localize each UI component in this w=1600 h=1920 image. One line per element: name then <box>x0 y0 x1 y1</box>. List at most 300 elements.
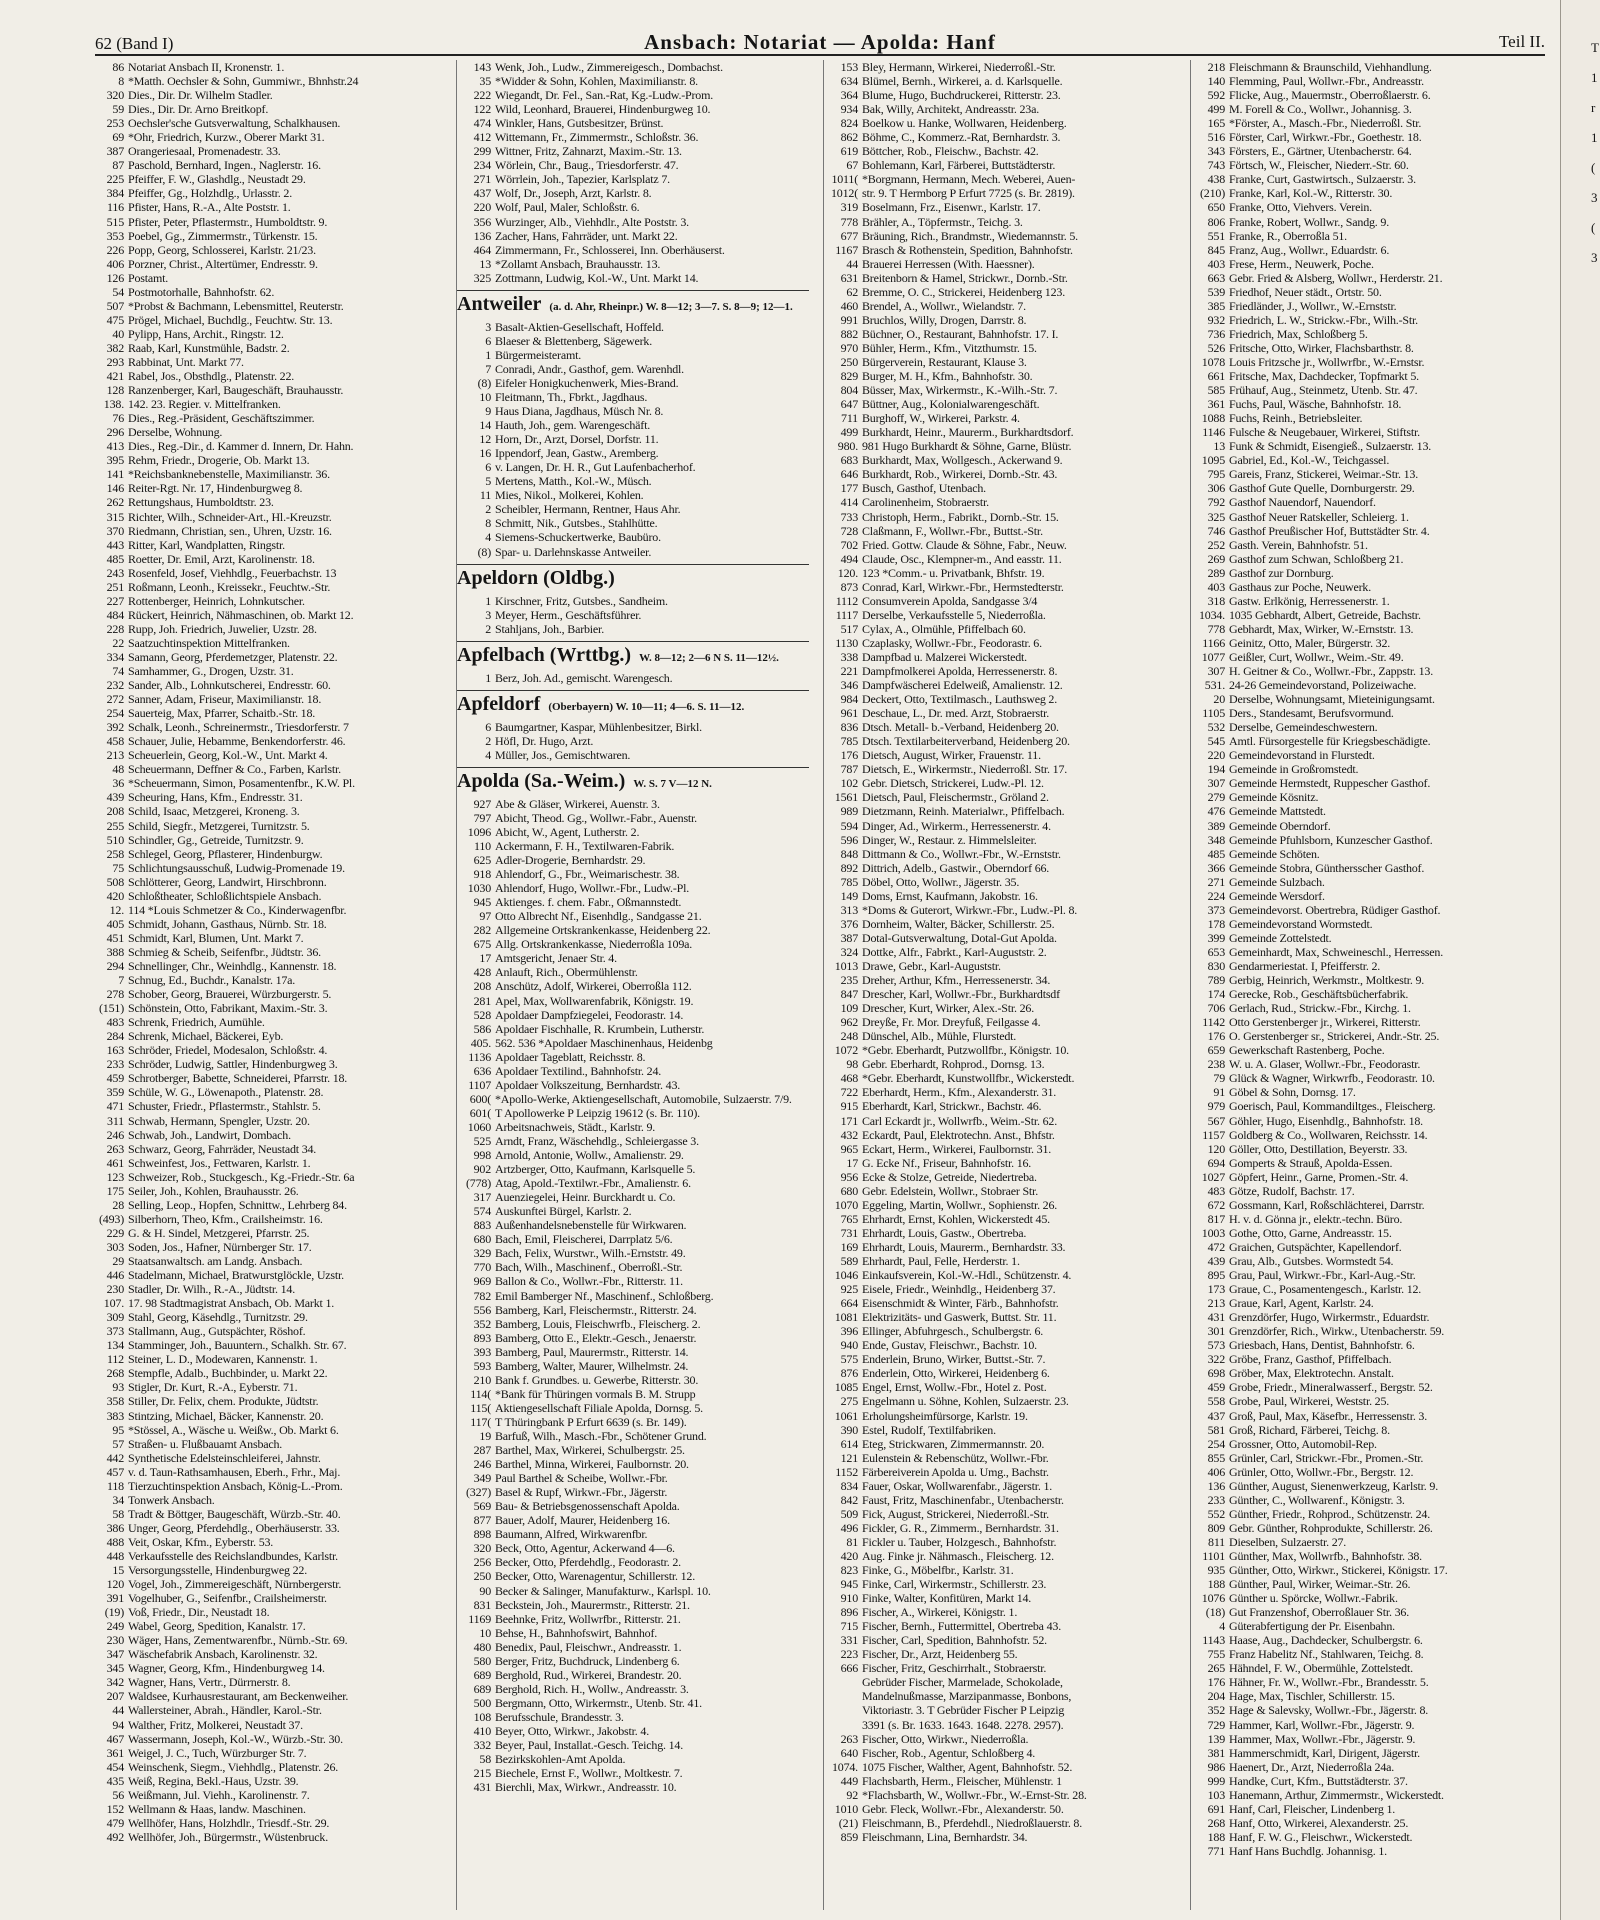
directory-entry <box>90 1605 442 1619</box>
entry-text: Geinitz, Otto, Maler, Bürgerstr. 32. <box>1229 635 1391 650</box>
directory-entry <box>824 678 1176 692</box>
phone-number: 307 <box>1207 664 1225 679</box>
phone-number: 7 <box>485 361 491 376</box>
phone-number: 220 <box>473 200 491 215</box>
entry-text: Schild, Isaac, Metzgerei, Kroneng. 3. <box>128 804 300 819</box>
phone-number: 213 <box>106 748 124 763</box>
entry-text: Baumgartner, Kaspar, Mühlenbesitzer, Birkl. <box>495 719 702 734</box>
directory-entry <box>457 1584 809 1598</box>
directory-entry <box>457 88 809 102</box>
entry-text: Schweinfest, Jos., Fettwaren, Karlstr. 1. <box>128 1155 311 1170</box>
entry-text: Dampfwäscherei Edelweiß, Amalienstr. 12. <box>862 678 1063 693</box>
entry-text: Gasthof zur Dornburg. <box>1229 565 1334 580</box>
phone-number: 329 <box>473 1246 491 1261</box>
entry-text: Götze, Rudolf, Bachstr. 17. <box>1229 1183 1355 1198</box>
directory-entry <box>824 1507 1176 1521</box>
entry-text: Boselmann, Frz., Eisenwr., Karlstr. 17. <box>862 200 1041 215</box>
directory-entry <box>90 1142 442 1156</box>
phone-number: 830 <box>1207 959 1225 973</box>
phone-number: 1085 <box>834 1380 858 1395</box>
entry-text: Rehm, Friedr., Drogerie, Ob. Markt 13. <box>128 453 310 468</box>
entry-text: Rückert, Heinrich, Nähmaschinen, ob. Markt 12. <box>128 607 354 622</box>
directory-entry <box>1191 1142 1543 1156</box>
entry-text: Rabel, Jos., Obsthdlg., Platenstr. 22. <box>128 369 295 384</box>
directory-entry <box>90 355 442 369</box>
directory-entry <box>90 622 442 636</box>
phone-number: 359 <box>106 1085 124 1100</box>
directory-entry <box>824 327 1176 341</box>
phone-number: 235 <box>840 973 858 988</box>
directory-entry <box>824 664 1176 678</box>
directory-entry <box>90 706 442 720</box>
directory-entry <box>90 692 442 706</box>
phone-number: 823 <box>840 1563 858 1578</box>
directory-entry <box>90 60 442 74</box>
entry-text: Wörlein, Chr., Baug., Triesdorferstr. 47. <box>495 158 679 173</box>
entry-text: Derselbe, Wohnung. <box>128 425 223 440</box>
entry-text: Günther, August, Sienenwerkzeug, Karlstr. 9. <box>1229 1478 1439 1493</box>
phone-number: 348 <box>1207 832 1225 847</box>
entry-text: Schwarz, Georg, Fahrräder, Neustadt 34. <box>128 1141 317 1156</box>
phone-number: 834 <box>840 1478 858 1493</box>
entry-text: Hanf, F. W. G., Fleischwr., Wickerstedt. <box>1229 1829 1413 1844</box>
phone-number: 256 <box>473 1555 491 1570</box>
directory-entry <box>1191 608 1543 622</box>
directory-entry <box>90 1535 442 1549</box>
directory-entry <box>457 1036 809 1050</box>
phone-number: 471 <box>106 1099 124 1114</box>
directory-entry <box>824 369 1176 383</box>
directory-entry <box>824 1099 1176 1113</box>
directory-entry <box>457 881 809 895</box>
phone-number: 44 <box>112 1703 124 1718</box>
phone-number: 1136 <box>468 1049 491 1064</box>
directory-entry <box>1191 285 1543 299</box>
entry-text: Bräuning, Rich., Brandmstr., Wiedemannstr. 5. <box>862 228 1078 243</box>
phone-number: 460 <box>840 298 858 313</box>
directory-entry <box>1191 1479 1543 1493</box>
phone-number: 392 <box>106 720 124 735</box>
phone-number: 146 <box>106 481 124 496</box>
phone-number: 243 <box>106 565 124 580</box>
phone-number: 499 <box>840 425 858 440</box>
phone-number: 945 <box>473 895 491 910</box>
phone-number: 666 <box>840 1661 858 1676</box>
entry-text: Fried. Gottw. Claude & Söhne, Fabr., Neuw. <box>862 537 1067 552</box>
phone-number: 689 <box>473 1681 491 1696</box>
phone-number: 956 <box>840 1169 858 1184</box>
directory-entry <box>1191 1057 1543 1071</box>
phone-number: 986 <box>1207 1759 1225 1774</box>
phone-number: 448 <box>106 1548 124 1563</box>
entry-text: Berz, Joh. Ad., gemischt. Warengesch. <box>495 670 673 685</box>
entry-text: Dinger, Ad., Wirkerm., Herressenerstr. 4. <box>862 818 1051 833</box>
directory-entry <box>90 1451 442 1465</box>
directory-entry <box>457 1555 809 1569</box>
entry-text: Schlötterer, Georg, Landwirt, Hirschbronn. <box>128 874 327 889</box>
entry-text: Goldberg & Co., Wollwaren, Reichsstr. 14. <box>1229 1127 1428 1142</box>
phone-number: 97 <box>479 909 491 924</box>
entry-text: Einkaufsverein, Kol.-W.-Hdl., Schützenstr. 4. <box>862 1268 1072 1283</box>
entry-text: Gasthof Gute Quelle, Dornburgerstr. 29. <box>1229 481 1415 496</box>
directory-entry <box>1191 1226 1543 1240</box>
directory-entry <box>824 74 1176 88</box>
entry-text: Försters, E., Gärtner, Utenbacherstr. 64. <box>1229 144 1412 159</box>
next-page-edge <box>1560 0 1600 1920</box>
entry-text: Sanner, Adam, Friseur, Maximilianstr. 18. <box>128 692 322 707</box>
phone-number: 574 <box>473 1204 491 1219</box>
directory-entry <box>90 1226 442 1240</box>
phone-number: 220 <box>1207 748 1225 763</box>
entry-text: Porzner, Christ., Altertümer, Endresstr. 9. <box>128 256 318 271</box>
entry-text: Dreher, Arthur, Kfm., Herressenerstr. 34. <box>862 973 1051 988</box>
directory-entry <box>457 158 809 172</box>
town-name: Antweiler <box>457 292 542 315</box>
entry-text: Blume, Hugo, Buchdruckerei, Ritterstr. 23. <box>862 88 1061 103</box>
directory-entry <box>824 692 1176 706</box>
directory-entry <box>824 622 1176 636</box>
directory-entry <box>90 1394 442 1408</box>
entry-text: Scheuring, Hans, Kfm., Endresstr. 31. <box>128 790 303 805</box>
entry-text: Grobe, Friedr., Mineralwasserf., Bergstr. 52. <box>1229 1380 1433 1395</box>
directory-entry <box>90 566 442 580</box>
entry-text: Voß, Friedr., Dir., Neustadt 18. <box>128 1605 270 1620</box>
entry-text: Gemeinde in Großromstedt. <box>1229 762 1359 777</box>
phone-number: 1101 <box>1202 1548 1225 1563</box>
phone-number: 249 <box>106 1619 124 1634</box>
entry-text: Gasthaus zur Poche, Neuwerk. <box>1229 579 1372 594</box>
directory-entry <box>457 1190 809 1204</box>
phone-number: 90 <box>479 1583 491 1598</box>
directory-entry <box>90 1352 442 1366</box>
phone-number: 345 <box>106 1661 124 1676</box>
entry-text: Hähner, Fr. W., Wollwr.-Fbr., Brandesstr. 5. <box>1229 1675 1429 1690</box>
phone-number: 347 <box>106 1647 124 1662</box>
entry-text: Gossmann, Karl, Roßschlächterei, Darrstr. <box>1229 1197 1425 1212</box>
phone-number: 213 <box>1207 1296 1225 1311</box>
phone-number: 1030 <box>467 881 491 896</box>
phone-number: (327) <box>466 1485 491 1500</box>
directory-entry <box>90 917 442 931</box>
phone-number: 281 <box>473 993 491 1008</box>
phone-number: 980. <box>837 439 858 454</box>
section-heading <box>457 690 809 717</box>
entry-text: Weigel, J. C., Tuch, Würzburger Str. 7. <box>128 1745 307 1760</box>
phone-number: 120 <box>1207 1141 1225 1156</box>
entry-text: *Gebr. Eberhardt, Putzwollfbr., Königstr. 10. <box>862 1043 1069 1058</box>
entry-text: 17. 98 Stadtmagistrat Ansbach, Ob. Markt 1. <box>128 1296 335 1311</box>
directory-entry <box>90 580 442 594</box>
directory-entry <box>824 1619 1176 1633</box>
directory-entry <box>1191 1689 1543 1703</box>
entry-text: *Gebr. Eberhardt, Kunstwollfbr., Wickerstedt. <box>862 1071 1075 1086</box>
entry-text: Außenhandelsnebenstelle für Wirkwaren. <box>495 1218 687 1233</box>
directory-entry <box>90 608 442 622</box>
entry-text: Allgemeine Ortskrankenkasse, Heidenberg 22. <box>495 923 711 938</box>
phone-number: 17 <box>846 1155 858 1170</box>
entry-text: Gemeinde Pfuhlsborn, Kunzescher Gasthof. <box>1229 832 1433 847</box>
phone-number: 516 <box>1207 130 1225 145</box>
entry-text: Veit, Oskar, Kfm., Eyberstr. 53. <box>128 1534 274 1549</box>
directory-entry <box>1191 1675 1543 1689</box>
entry-text: Enderlein, Bruno, Wirker, Buttst.-Str. 7. <box>862 1352 1046 1367</box>
phone-number: 500 <box>473 1695 491 1710</box>
entry-text: Atag, Apold.-Textilwr.-Fbr., Amalienstr. 6. <box>495 1176 691 1191</box>
entry-text: Dietsch, E., Wirkermstr., Niederroßl. Str. 17. <box>862 762 1068 777</box>
directory-entry <box>824 1085 1176 1099</box>
phone-number: 711 <box>841 411 858 426</box>
directory-entry <box>1191 1085 1543 1099</box>
phone-number: 58 <box>112 1506 124 1521</box>
entry-text: str. 9. T Hermborg P Erfurt 7725 (s. Br. 2819). <box>862 186 1075 201</box>
phone-number: 746 <box>1207 523 1225 538</box>
directory-entry <box>824 776 1176 790</box>
phone-number: 238 <box>1207 1057 1225 1072</box>
directory-entry <box>1191 776 1543 790</box>
directory-entry <box>1191 664 1543 678</box>
phone-number: 1081 <box>834 1310 858 1325</box>
directory-entry <box>1191 313 1543 327</box>
entry-text: Fritsche, Max, Dachdecker, Topfmarkt 5. <box>1229 369 1419 384</box>
phone-number: 1034. <box>1198 607 1225 622</box>
entry-text: Günther u. Spörcke, Wollwr.-Fabrik. <box>1229 1591 1398 1606</box>
phone-number: 998 <box>473 1148 491 1163</box>
entry-text: Geißler, Curt, Wollwr., Weim.-Str. 49. <box>1229 649 1404 664</box>
phone-number: 528 <box>473 1007 491 1022</box>
entry-text: Christoph, Herm., Fabrikt., Dornb.-Str. 15. <box>862 509 1059 524</box>
entry-text: Schröder, Ludwig, Sattler, Hindenburgweg 3. <box>128 1057 338 1072</box>
phone-number: 1011( <box>831 172 858 187</box>
phone-number: 569 <box>473 1499 491 1514</box>
entry-text: Gemeinde Mattstedt. <box>1229 804 1326 819</box>
directory-entry <box>90 1184 442 1198</box>
entry-text: *Ohr, Friedrich, Kurzw., Oberer Markt 31. <box>128 130 325 145</box>
entry-text: Gareis, Franz, Stickerei, Weimar.-Str. 13. <box>1229 467 1419 482</box>
directory-entry <box>1191 1521 1543 1535</box>
directory-entry <box>824 1535 1176 1549</box>
directory-entry <box>90 1465 442 1479</box>
entry-text: Derselbe, Verkaufsstelle 5, Niederroßla. <box>862 607 1046 622</box>
directory-entry <box>90 495 442 509</box>
phone-number: 509 <box>840 1506 858 1521</box>
entry-text: Fischer, Carl, Spedition, Bahnhofstr. 52. <box>862 1633 1047 1648</box>
entry-text: Hammerschmidt, Karl, Dirigent, Jägerstr. <box>1229 1745 1420 1760</box>
phone-number: 596 <box>840 832 858 847</box>
directory-entry <box>824 425 1176 439</box>
phone-number: 366 <box>1207 860 1225 875</box>
directory-entry <box>1191 1760 1543 1774</box>
directory-entry <box>457 1218 809 1232</box>
entry-text: Deckert, Otto, Textilmasch., Lauthsweg 2. <box>862 692 1058 707</box>
phone-number: 384 <box>106 186 124 201</box>
entry-text: Aktiengesellschaft Filiale Apolda, Dornsg. 5. <box>495 1400 703 1415</box>
entry-text: Mandelnußmasse, Marzipanmasse, Bonbons, <box>862 1689 1072 1704</box>
directory-entry <box>824 1703 1176 1717</box>
phone-number: 882 <box>840 326 858 341</box>
entry-text: Bach, Emil, Fleischerei, Darrplatz 5/6. <box>495 1232 673 1247</box>
directory-entry <box>90 1001 442 1015</box>
directory-entry <box>90 1563 442 1577</box>
directory-entry <box>824 1409 1176 1423</box>
entry-text: Gut Franzenshof, Oberroßlauer Str. 36. <box>1229 1605 1410 1620</box>
phone-number: 896 <box>840 1605 858 1620</box>
phone-number: 1061 <box>834 1408 858 1423</box>
directory-entry <box>457 811 809 825</box>
phone-number: 592 <box>1207 88 1225 103</box>
entry-text: Allg. Ortskrankenkasse, Niederroßla 109a. <box>495 937 693 952</box>
phone-number: 109 <box>840 1001 858 1016</box>
directory-entry <box>90 1380 442 1394</box>
phone-number: 636 <box>473 1063 491 1078</box>
entry-text: Zottmann, Ludwig, Kol.-W., Unt. Markt 14. <box>495 270 699 285</box>
phone-number: 6 <box>485 460 491 475</box>
directory-entry <box>824 495 1176 509</box>
entry-text: Schönstein, Otto, Fabrikant, Maxim.-Str. 3. <box>128 1001 328 1016</box>
entry-text: Seiler, Joh., Kohlen, Brauhausstr. 26. <box>128 1183 299 1198</box>
directory-entry <box>1191 1240 1543 1254</box>
phone-number: 152 <box>106 1801 124 1816</box>
entry-text: Eberhardt, Karl, Strickwr., Bachstr. 46. <box>862 1099 1042 1114</box>
phone-number: 313 <box>840 902 858 917</box>
entry-text: Fischer, A., Wirkerei, Königstr. 1. <box>862 1605 1018 1620</box>
phone-number: 141 <box>106 467 124 482</box>
directory-entry <box>90 1296 442 1310</box>
directory-entry <box>457 1373 809 1387</box>
phone-number: 531. <box>1204 678 1225 693</box>
phone-number: 319 <box>840 200 858 215</box>
entry-text: Apoldaer Fischhalle, R. Krumbein, Lutherstr. <box>495 1021 705 1036</box>
entry-text: Schweizer, Rob., Stuckgesch., Kg.-Friedr.-Str. 6a <box>128 1169 355 1184</box>
phone-number: 1078 <box>1201 354 1225 369</box>
phone-number: 675 <box>473 937 491 952</box>
entry-text: 3391 (s. Br. 1633. 1643. 1648. 2278. 2957). <box>862 1717 1064 1732</box>
entry-text: Schmieg & Scheib, Seifenfbr., Jüdtstr. 36. <box>128 944 321 959</box>
entry-text: Busch, Gasthof, Utenbach. <box>862 481 986 496</box>
phone-number: 785 <box>840 874 858 889</box>
entry-text: Ders., Standesamt, Berufsvormund. <box>1229 706 1394 721</box>
phone-number: 873 <box>840 579 858 594</box>
directory-entry <box>90 257 442 271</box>
directory-entry <box>824 1352 1176 1366</box>
directory-entry <box>1191 973 1543 987</box>
entry-text: Gebr. Günther, Rohprodukte, Schillerstr. 26. <box>1229 1520 1433 1535</box>
entry-text: Sauerteig, Max, Pfarrer, Schaitb.-Str. 18. <box>128 706 316 721</box>
phone-number: 320 <box>473 1541 491 1556</box>
entry-text: T Thüringbank P Erfurt 6639 (s. Br. 149). <box>495 1414 687 1429</box>
directory-entry <box>90 650 442 664</box>
directory-entry <box>824 1142 1176 1156</box>
directory-entry <box>1191 299 1543 313</box>
phone-number: 234 <box>473 158 491 173</box>
entry-text: Apel, Max, Wollwarenfabrik, Königstr. 19. <box>495 993 694 1008</box>
phone-number: 69 <box>112 130 124 145</box>
entry-text: Gemeindevorstand in Flurstedt. <box>1229 748 1375 763</box>
directory-entry <box>824 313 1176 327</box>
entry-text: Gröber, Max, Elektrotechn. Anstalt. <box>1229 1366 1394 1381</box>
directory-entry <box>457 1064 809 1078</box>
phone-number: 499 <box>1207 102 1225 117</box>
directory-entry <box>90 383 442 397</box>
phone-number: 789 <box>1207 973 1225 988</box>
phone-number: 388 <box>106 944 124 959</box>
directory-entry <box>457 608 809 622</box>
entry-text: Frühauf, Aug., Steinmetz, Utenb. Str. 47. <box>1229 383 1418 398</box>
entry-text: Grau, Paul, Wirkwr.-Fbr., Karl-Aug.-Str. <box>1229 1268 1416 1283</box>
entry-text: G. & H. Sindel, Metzgerei, Pfarrstr. 25. <box>128 1225 310 1240</box>
directory-entry <box>457 839 809 853</box>
entry-text: Burghoff, W., Wirkerei, Parkstr. 4. <box>862 411 1020 426</box>
entry-text: Straßen- u. Flußbauamt Ansbach. <box>128 1436 283 1451</box>
phone-number: 467 <box>106 1731 124 1746</box>
directory-entry <box>1191 397 1543 411</box>
column-2 <box>456 60 809 1910</box>
entry-text: Meyer, Herm., Geschäftsführer. <box>495 607 642 622</box>
phone-number: 4 <box>1219 1619 1225 1634</box>
entry-text: Dietsch, August, Wirker, Frauenstr. 11. <box>862 748 1041 763</box>
phone-number: 376 <box>840 916 858 931</box>
phone-number: 12. <box>109 902 124 917</box>
entry-text: Fischer, Rob., Agentur, Schloßberg 4. <box>862 1745 1036 1760</box>
phone-number: 331 <box>840 1633 858 1648</box>
phone-number: 593 <box>473 1358 491 1373</box>
phone-number: 230 <box>106 1633 124 1648</box>
entry-text: Färbereiverein Apolda u. Umg., Bachstr. <box>862 1464 1049 1479</box>
phone-number: 56 <box>112 1787 124 1802</box>
directory-entry <box>1191 1549 1543 1563</box>
phone-number: 175 <box>106 1183 124 1198</box>
phone-number: 136 <box>473 228 491 243</box>
directory-entry <box>457 1766 809 1780</box>
entry-text: Grobe, Paul, Wirkerei, Weststr. 25. <box>1229 1394 1390 1409</box>
phone-number: 121 <box>840 1450 858 1465</box>
edge-mark: 3 <box>1591 190 1598 205</box>
directory-entry <box>824 1661 1176 1675</box>
entry-text: Wörrlein, Joh., Tapezier, Karlsplatz 7. <box>495 172 670 187</box>
directory-entry <box>90 959 442 973</box>
phone-number: 338 <box>840 649 858 664</box>
entry-text: Wittner, Fritz, Zahnarzt, Maxim.-Str. 13. <box>495 144 682 159</box>
entry-text: Winkler, Hans, Gutsbesitzer, Brünst. <box>495 116 664 131</box>
phone-number: 883 <box>473 1218 491 1233</box>
phone-number: 174 <box>1207 987 1225 1002</box>
directory-entry <box>90 1507 442 1521</box>
directory-entry <box>824 1830 1176 1844</box>
directory-entry <box>90 74 442 88</box>
phone-number: 589 <box>840 1253 858 1268</box>
directory-entry <box>457 215 809 229</box>
phone-number: 176 <box>840 748 858 763</box>
directory-entry <box>824 1718 1176 1732</box>
directory-entry <box>457 1022 809 1036</box>
phone-number: 403 <box>1207 579 1225 594</box>
directory-entry <box>824 917 1176 931</box>
entry-text: Wallersteiner, Abrah., Händler, Karol.-Str. <box>128 1703 322 1718</box>
entry-text: Hage & Salevsky, Wollwr.-Fbr., Jägerstr. 8. <box>1229 1703 1429 1718</box>
directory-entry <box>1191 1437 1543 1451</box>
entry-text: Deschaue, L., Dr. med. Arzt, Stobraerstr. <box>862 706 1050 721</box>
directory-entry <box>90 1633 442 1647</box>
directory-entry <box>457 1260 809 1274</box>
phone-number: 385 <box>1207 298 1225 313</box>
phone-number: 208 <box>106 804 124 819</box>
phone-number: 910 <box>840 1591 858 1606</box>
phone-number: 647 <box>840 397 858 412</box>
directory-entry <box>90 1170 442 1184</box>
directory-entry <box>90 847 442 861</box>
directory-entry <box>824 931 1176 945</box>
phone-number: 139 <box>1207 1731 1225 1746</box>
phone-number: 485 <box>106 551 124 566</box>
